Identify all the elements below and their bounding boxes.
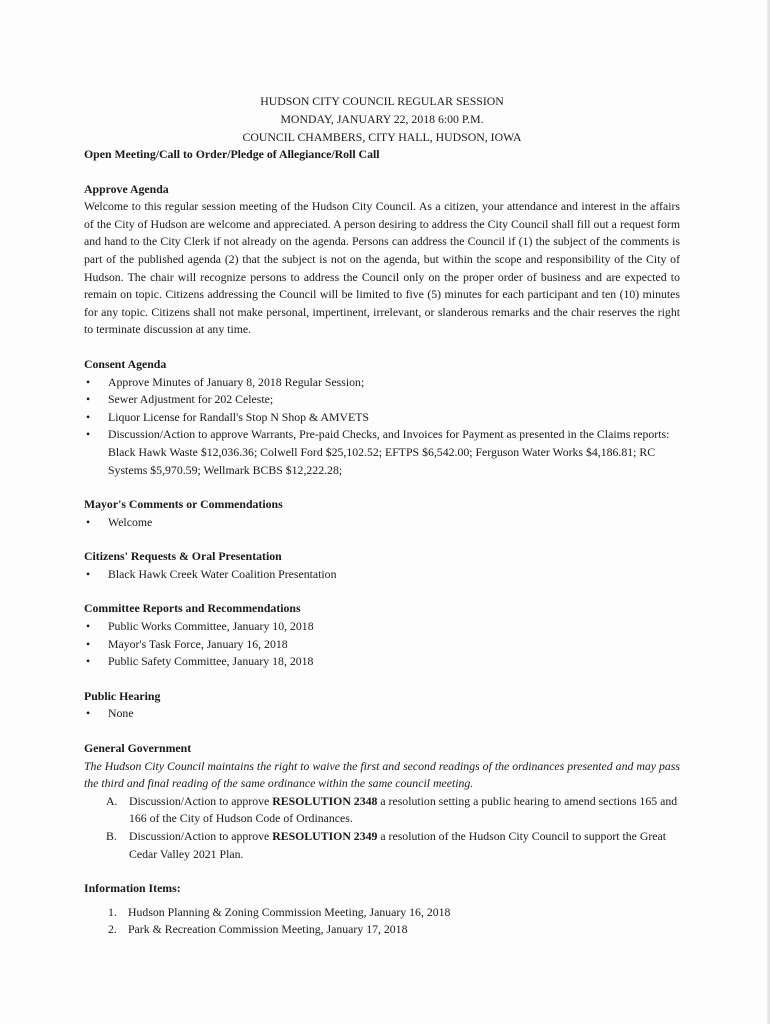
- information-items-title: Information Items:: [84, 881, 181, 896]
- list-item: • Public Safety Committee, January 18, 2018: [84, 653, 680, 671]
- item-marker: 1.: [108, 904, 117, 919]
- public-hearing-list: [84, 705, 680, 723]
- citizens-requests-section: [84, 548, 680, 583]
- header-title: HUDSON CITY COUNCIL REGULAR SESSION: [260, 94, 504, 108]
- consent-agenda-list: [84, 374, 680, 480]
- mayors-comments-list: [84, 514, 680, 532]
- information-items-section: [84, 880, 680, 939]
- list-item: • Mayor's Task Force, January 16, 2018: [84, 636, 680, 654]
- item-text-pre: Discussion/Action to approve: [129, 829, 273, 843]
- committee-reports-title: Committee Reports and Recommendations: [84, 601, 301, 616]
- general-government-title: General Government: [84, 741, 192, 756]
- list-item: [84, 828, 680, 863]
- agenda-header: [84, 92, 680, 146]
- list-item: • None: [84, 705, 680, 723]
- list-item: [84, 793, 680, 828]
- agenda-content: [84, 92, 680, 939]
- general-government-list: [84, 793, 680, 863]
- general-government-note: The Hudson City Council maintains the right to waive the first and second readings of the ordinances presented and may pass the third and final reading of the same ordinance within the same council meeting.: [84, 758, 680, 791]
- item-marker: B.: [106, 829, 117, 843]
- list-item: [84, 904, 680, 922]
- citizens-requests-list: [84, 566, 680, 584]
- item-text-pre: Discussion/Action to approve: [129, 793, 273, 808]
- item-text: Hudson Planning & Zoning Commission Meeting, January 16, 2018: [128, 904, 451, 919]
- header-date: MONDAY, JANUARY 22, 2018 6:00 P.M.: [280, 112, 484, 126]
- public-hearing-section: [84, 688, 680, 723]
- list-item: • Discussion/Action to approve Warrants, Pre-paid Checks, and Invoices for Payment as presented in the Claims reports: Black Hawk Waste $12,036.36; Colwell Ford $25,102.52; EFTPS $6,542.00; Ferguson Water Works $4,186.81; RC Systems $5,970.59; Wellmark BCBS $12,222.28;: [84, 426, 680, 479]
- item-marker: A.: [106, 793, 118, 808]
- header-location: COUNCIL CHAMBERS, CITY HALL, HUDSON, IOWA: [242, 130, 522, 144]
- item-text-post: a resolution of the Hudson City Council to support the Great Cedar Valley 2021 Plan.: [129, 829, 667, 861]
- list-item: • Approve Minutes of January 8, 2018 Regular Session;: [84, 374, 680, 392]
- list-item: • Sewer Adjustment for 202 Celeste;: [84, 391, 680, 409]
- approve-agenda-section: [84, 181, 680, 339]
- committee-reports-section: [84, 600, 680, 670]
- public-hearing-title: Public Hearing: [84, 688, 161, 703]
- consent-agenda-title: Consent Agenda: [84, 356, 167, 371]
- approve-agenda-title: Approve Agenda: [84, 181, 169, 196]
- information-items-list: [84, 904, 680, 939]
- resolution-number: RESOLUTION 2349: [272, 829, 378, 843]
- list-item: • Liquor License for Randall's Stop N Shop & AMVETS: [84, 409, 680, 427]
- mayors-comments-title: Mayor's Comments or Commendations: [84, 497, 283, 512]
- open-meeting-heading: Open Meeting/Call to Order/Pledge of Allegiance/Roll Call: [84, 147, 380, 161]
- consent-agenda-section: [84, 356, 680, 479]
- mayors-comments-section: [84, 496, 680, 531]
- general-government-section: [84, 740, 680, 863]
- citizens-requests-title: Citizens' Requests & Oral Presentation: [84, 549, 282, 564]
- item-text: Park & Recreation Commission Meeting, January 17, 2018: [128, 922, 408, 937]
- committee-reports-list: [84, 618, 680, 671]
- approve-agenda-body: Welcome to this regular session meeting of the Hudson City Council. As a citizen, your attendance and interest in the affairs of the City of Hudson are welcome and appreciated. A person desiring to address the City Council shall fill out a request form and hand to the City Clerk if not already on the agenda. Persons can address the Council if (1) the subject of the comments is part of the published agenda (2) that the subject is not on the agenda, but within the scope and responsibility of the City of Hudson. The chair will recognize persons to address the Council only on the proper order of business and are expected to remain on topic. Citizens addressing the Council will be limited to five (5) minutes for each participant and ten (10) minutes for any topic. Citizens shall not make personal, impertinent, irrelevant, or slanderous remarks and the chair reserves the right to terminate discussion at any time.: [84, 199, 680, 337]
- resolution-number: RESOLUTION 2348: [272, 793, 378, 808]
- list-item: [84, 921, 680, 939]
- item-marker: 2.: [108, 922, 117, 937]
- list-item: • Welcome: [84, 514, 680, 532]
- item-text-post: a resolution setting a public hearing to amend sections 165 and 166 of the City of Hudson Code of Ordinances.: [129, 793, 678, 826]
- list-item: • Black Hawk Creek Water Coalition Presentation: [84, 566, 680, 584]
- list-item: • Public Works Committee, January 10, 2018: [84, 618, 680, 636]
